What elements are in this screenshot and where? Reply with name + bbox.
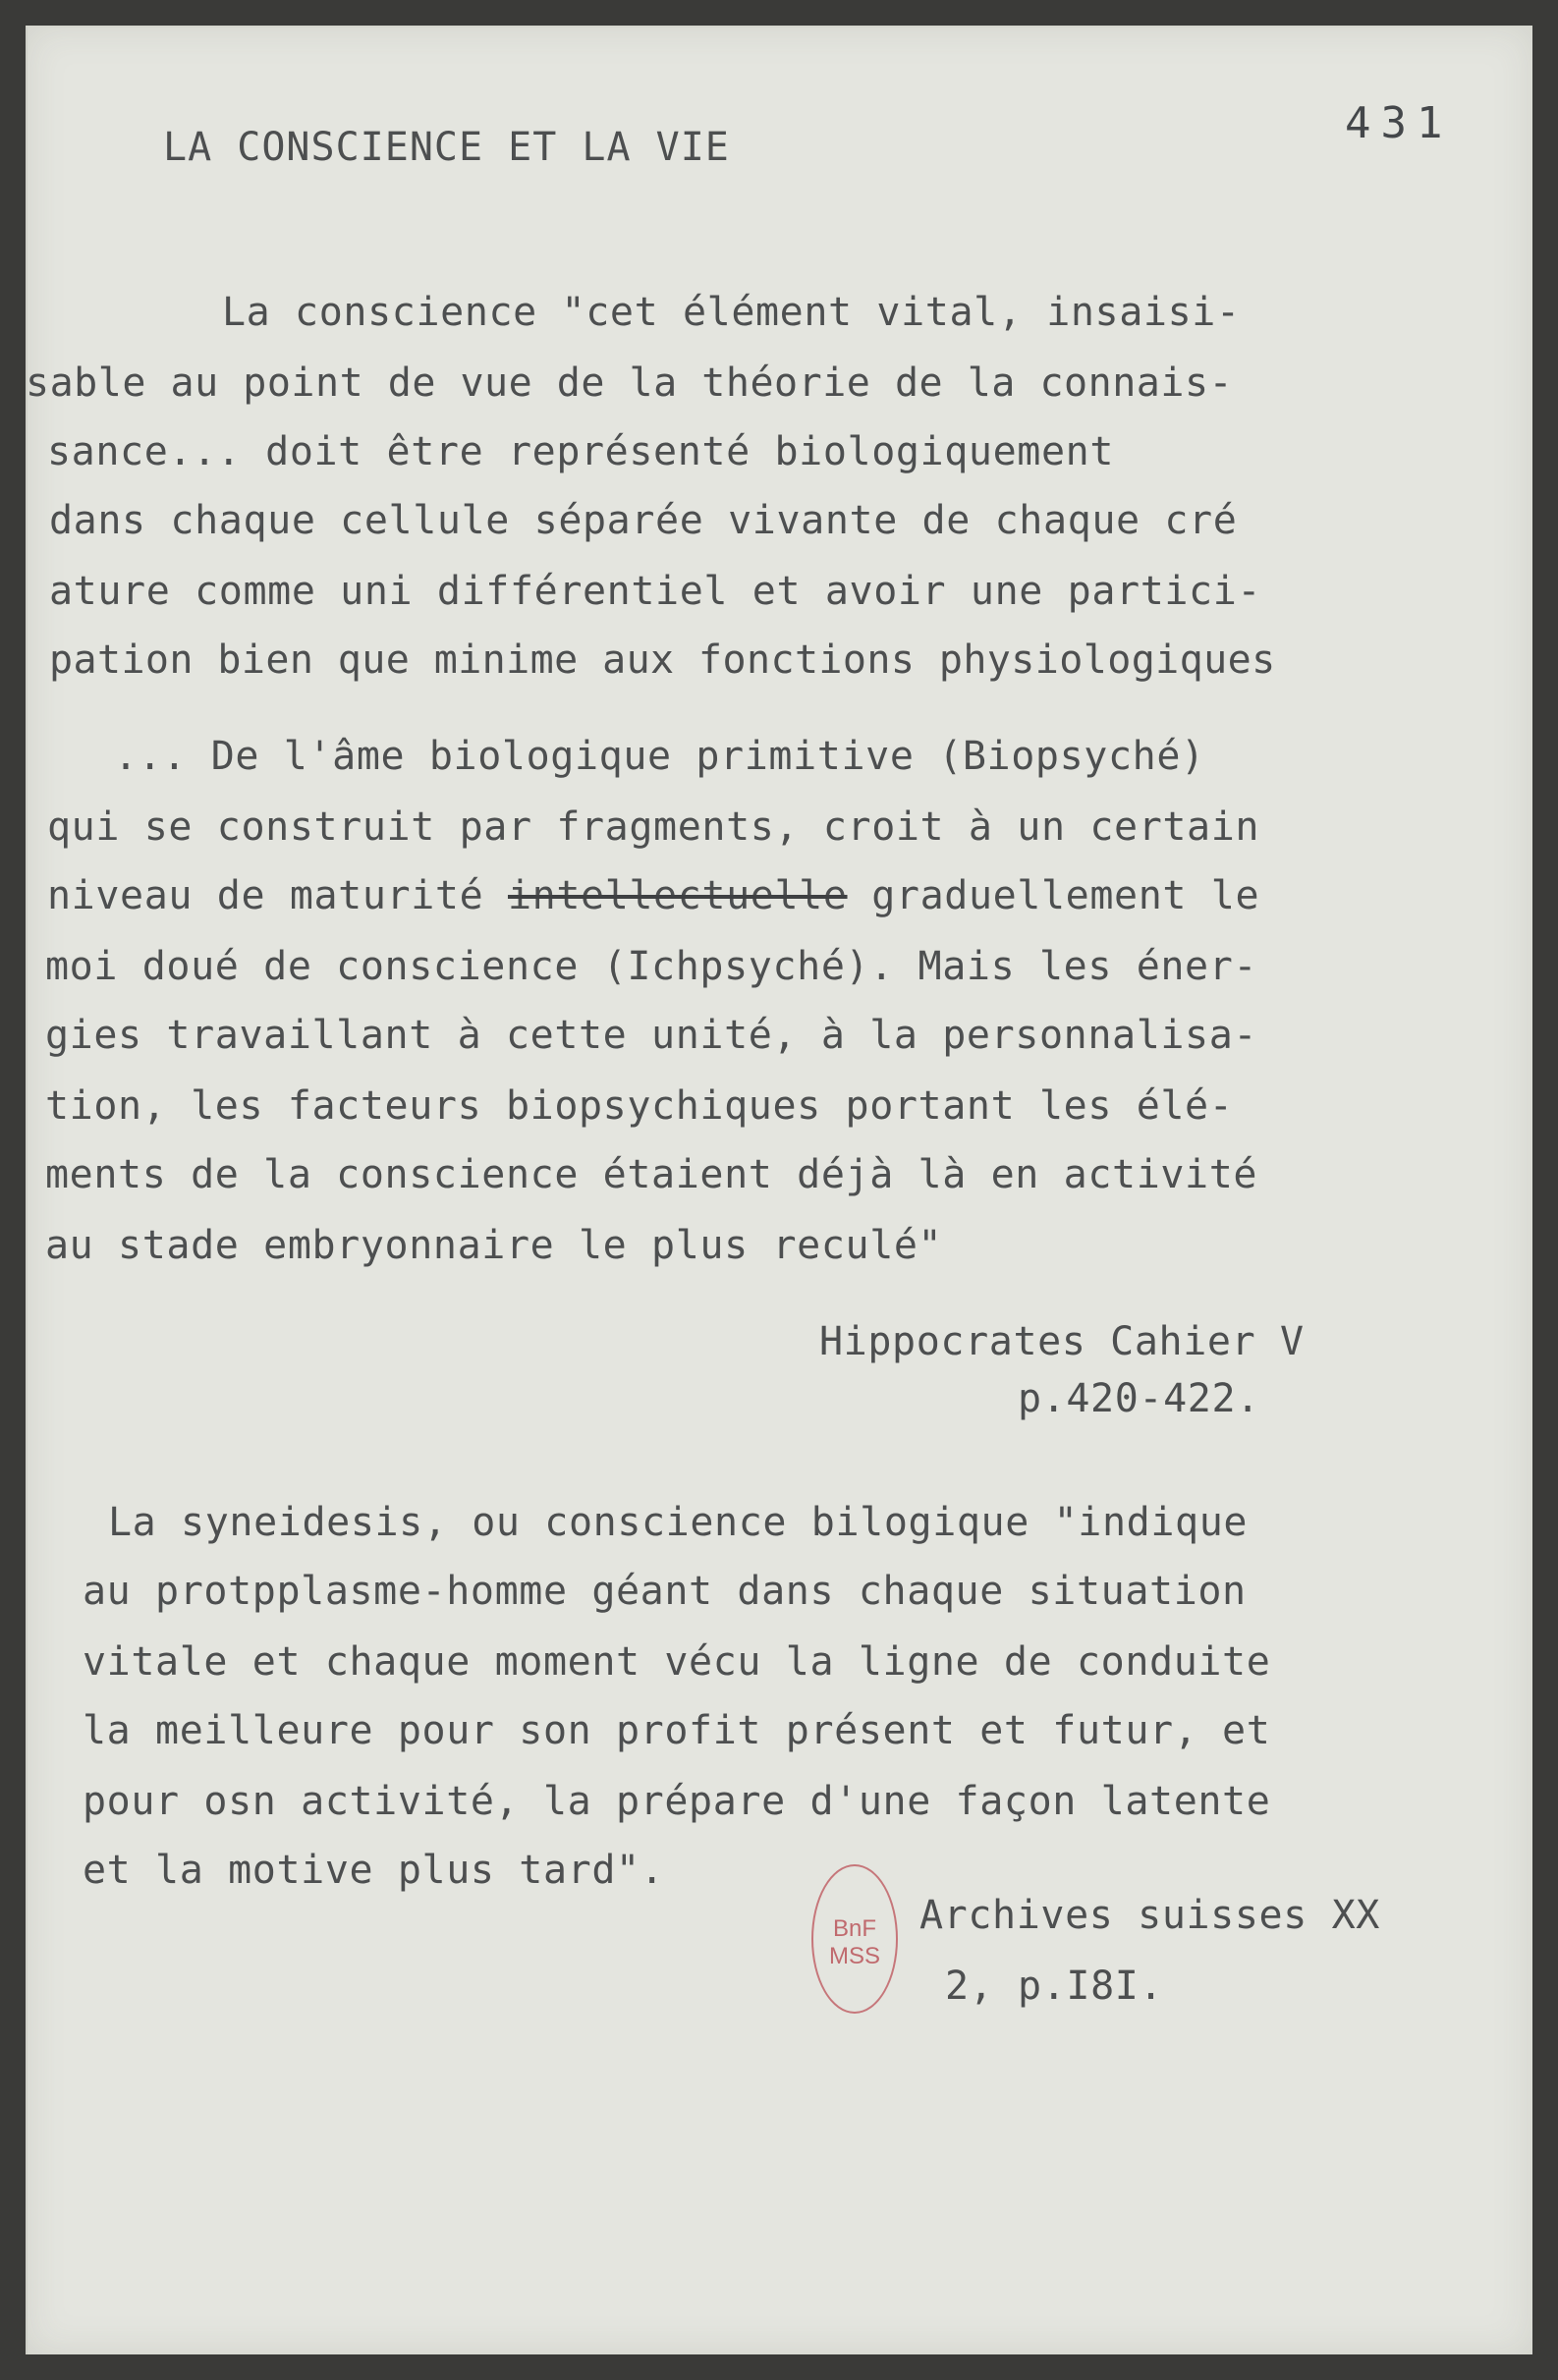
library-stamp <box>811 1864 898 2014</box>
reference-line: 2, p.I8I. <box>945 1964 1164 2009</box>
text-line: la meilleure pour son profit présent et futur, et <box>83 1708 1271 1753</box>
reference-line: Archives suisses XX <box>919 1893 1380 1938</box>
text-line: sance... doit être représenté biologiquement <box>47 429 1115 474</box>
text-line: La conscience "cet élément vital, insaisi- <box>222 290 1241 335</box>
text-segment: graduellement le <box>871 873 1260 918</box>
text-line: sable au point de vue de la théorie de la connais- <box>26 360 1234 406</box>
text-segment: niveau de maturité <box>47 873 484 918</box>
text-line-with-strikeout <box>47 873 1260 918</box>
stamp-text: MSS <box>828 1943 880 1969</box>
document-page <box>26 26 1532 2354</box>
text-line: La syneidesis, ou conscience bilogique "indique <box>108 1500 1249 1545</box>
text-line: au stade embryonnaire le plus reculé" <box>45 1223 943 1268</box>
reference-line: Hippocrates Cahier V <box>819 1319 1305 1364</box>
page-title: LA CONSCIENCE ET LA VIE <box>163 125 730 170</box>
text-line: vitale et chaque moment vécu la ligne de conduite <box>83 1639 1271 1685</box>
text-line: pour osn activité, la prépare d'une façon latente <box>83 1779 1271 1824</box>
text-line: tion, les facteurs biopsychiques portant les élé- <box>45 1083 1234 1129</box>
text-line: ature comme uni différentiel et avoir une partici- <box>49 569 1262 614</box>
text-line: et la motive plus tard". <box>83 1848 665 1893</box>
stamp-text: BnF <box>832 1915 876 1942</box>
struck-out-word: intellectuelle <box>507 873 848 918</box>
reference-line: p.420-422. <box>1018 1376 1260 1421</box>
text-line: au protpplasme-homme géant dans chaque situation <box>83 1569 1247 1614</box>
text-line: pation bien que minime aux fonctions physiologiques <box>49 637 1276 683</box>
text-line: ments de la conscience étaient déjà là en activité <box>45 1152 1258 1197</box>
text-line: qui se construit par fragments, croit à un certain <box>47 804 1260 850</box>
text-line: gies travaillant à cette unité, à la personnalisa- <box>45 1013 1258 1058</box>
text-line: moi doué de conscience (Ichpsyché). Mais les éner- <box>45 944 1258 989</box>
page-number: 431 <box>1345 98 1453 148</box>
text-line: ... De l'âme biologique primitive (Biopsyché) <box>114 734 1205 779</box>
text-line: dans chaque cellule séparée vivante de chaque cré <box>49 498 1238 543</box>
